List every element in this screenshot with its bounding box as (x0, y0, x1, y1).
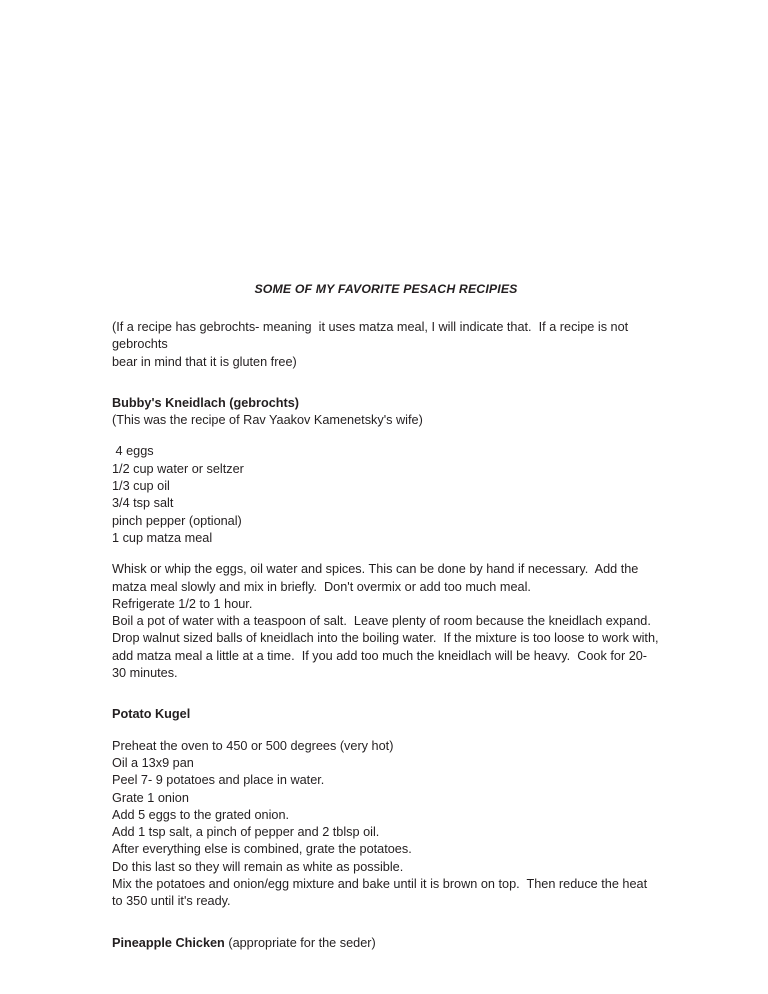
instruction-line: Add 5 eggs to the grated onion. (112, 807, 290, 822)
spacer-before-recipe-2 (112, 682, 660, 706)
instruction-line: Boil a pot of water with a teaspoon of salt. Leave plenty of room because the kneidlach expand. (112, 614, 651, 629)
intro-paragraph (112, 319, 660, 371)
recipe-heading-pineapple-chicken-label: Pineapple Chicken (112, 935, 225, 950)
spacer-after-title (112, 298, 660, 319)
spacer-before-kugel-instructions (112, 724, 660, 738)
page-title: SOME OF MY FAVORITE PESACH RECIPIES (254, 282, 518, 296)
recipe-instructions-kneidlach (112, 561, 663, 682)
instruction-line: Refrigerate 1/2 to 1 hour. (112, 596, 253, 611)
ingredient-line: pinch pepper (optional) (112, 513, 242, 528)
intro-line-2: bear in mind that it is gluten free) (112, 354, 297, 369)
spacer-before-kneidlach-instructions (112, 547, 660, 561)
recipe-heading-potato-kugel-label: Potato Kugel (112, 707, 191, 722)
instruction-line: After everything else is combined, grate the potatoes. (112, 842, 412, 857)
ingredient-line: 1/3 cup oil (112, 479, 170, 494)
instruction-line: Peel 7- 9 potatoes and place in water. (112, 773, 325, 788)
spacer-before-recipe-1 (112, 371, 660, 395)
instruction-line: Add 1 tsp salt, a pinch of pepper and 2 tblsp oil. (112, 825, 380, 840)
instruction-line: Mix the potatoes and onion/egg mixture and bake until it is brown on top. Then reduce the heat to 350 until it's ready. (112, 877, 651, 909)
instruction-line: Do this last so they will remain as white as possible. (112, 859, 404, 874)
recipe-heading-potato-kugel (112, 706, 660, 723)
spacer-before-recipe-3 (112, 911, 660, 935)
instruction-line: Drop walnut sized balls of kneidlach into the boiling water. If the mixture is too loose to work with, add matza meal a little at a time. If you add too much the kneidlach will be heavy. Cook for 20-30 minutes. (112, 631, 663, 681)
ingredient-line: 4 eggs (112, 444, 154, 459)
recipe-heading-pineapple-chicken (112, 935, 660, 952)
ingredient-line: 3/4 tsp salt (112, 496, 174, 511)
recipe-heading-pineapple-chicken-sub: (appropriate for the seder) (224, 935, 376, 950)
ingredient-line: 1/2 cup water or seltzer (112, 461, 244, 476)
instruction-line: Preheat the oven to 450 or 500 degrees (very hot) (112, 738, 394, 753)
spacer-before-kneidlach-ingredients (112, 429, 660, 443)
recipe-instructions-potato-kugel (112, 738, 660, 911)
recipe-heading-kneidlach (112, 395, 660, 412)
recipe-note-kneidlach: (This was the recipe of Rav Yaakov Kamenetsky's wife) (112, 413, 423, 428)
instruction-line: Oil a 13x9 pan (112, 755, 194, 770)
document-text-column (112, 281, 663, 952)
recipe-heading-kneidlach-label: Bubby's Kneidlach (gebrochts) (112, 395, 300, 410)
ingredient-line: 1 cup matza meal (112, 530, 213, 545)
instruction-line: Whisk or whip the eggs, oil water and spices. This can be done by hand if necessary. Add the matza meal slowly and mix in briefly. Don't overmix or add too much meal. (112, 562, 642, 594)
instruction-line: Grate 1 onion (112, 790, 189, 805)
intro-line-1: (If a recipe has gebrochts- meaning it uses matza meal, I will indicate that. If a recipe is not gebrochts (112, 320, 632, 352)
